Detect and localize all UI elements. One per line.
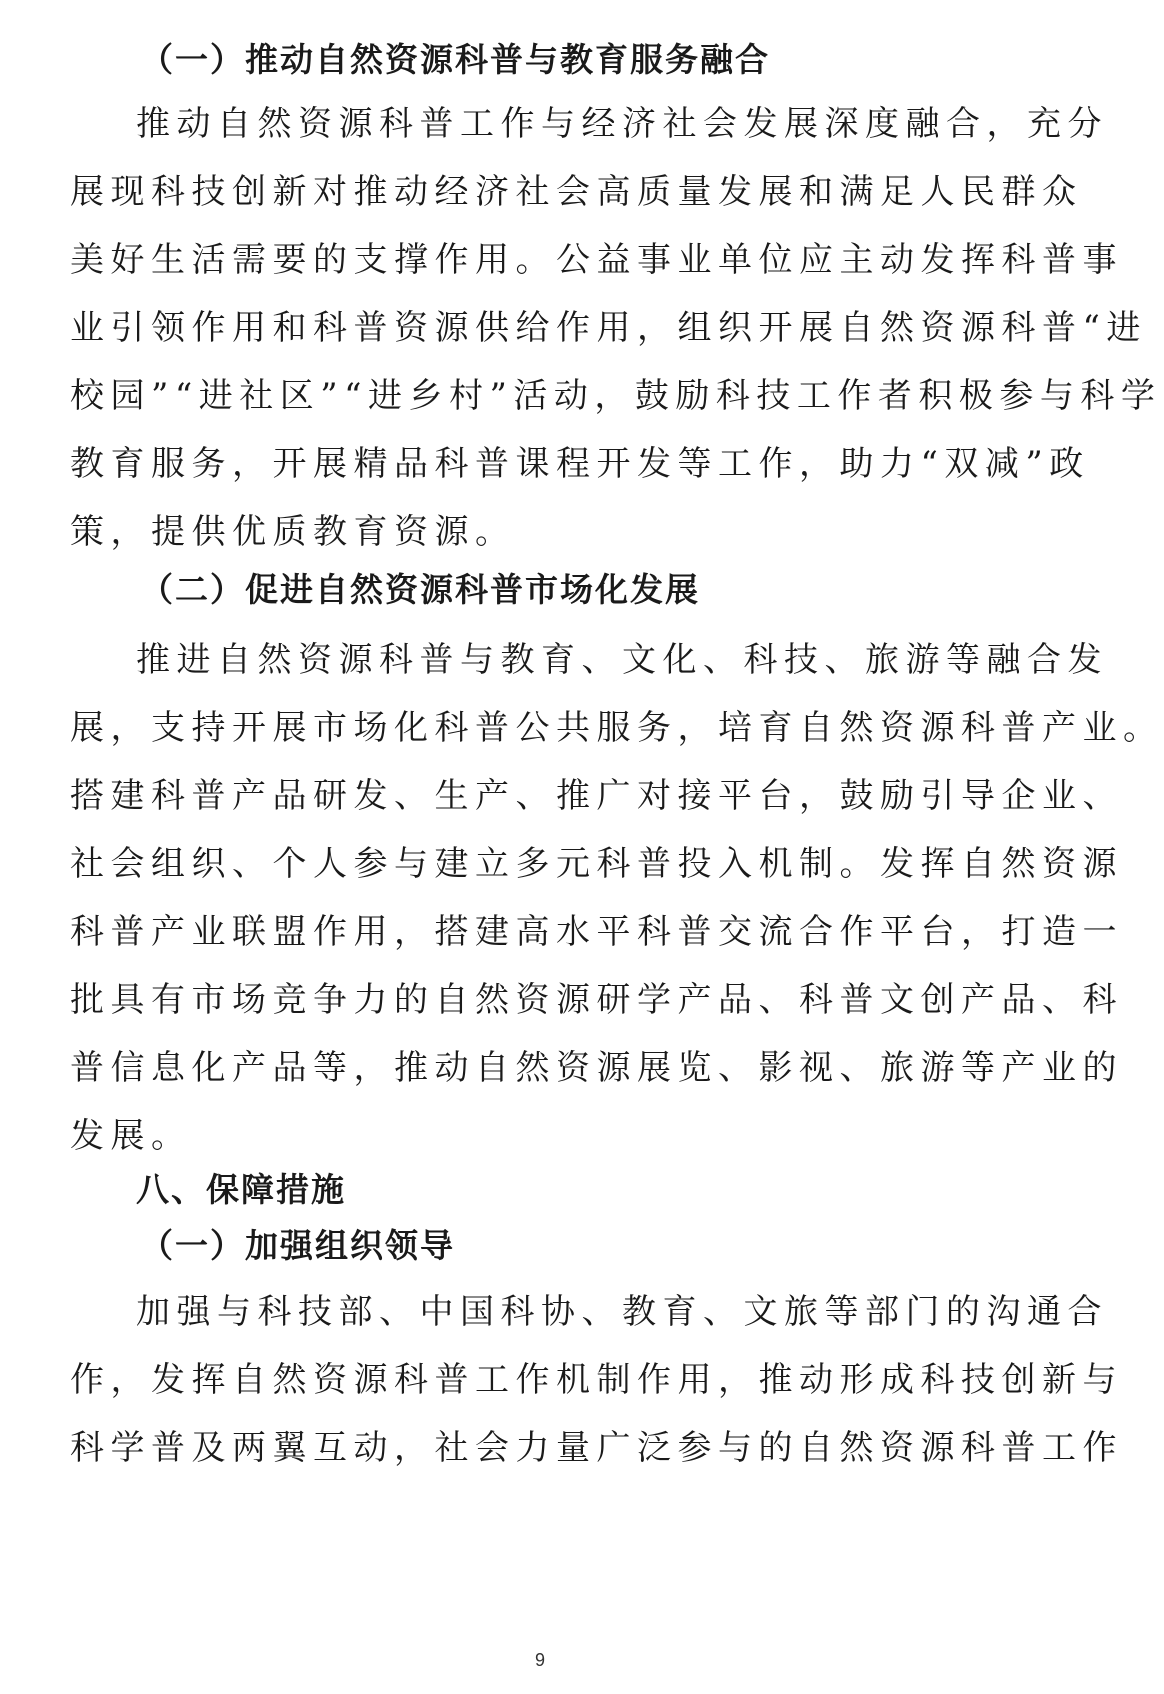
paragraph-line: 业引领作用和科普资源供给作用，组织开展自然资源科普“进 [70,308,1147,348]
paragraph-line: 推动自然资源科普工作与经济社会发展深度融合，充分 [136,104,1108,144]
paragraph-line: 校园”“进社区”“进乡村”活动，鼓励科技工作者积极参与科学 [70,376,1162,416]
chapter-heading: 八、保障措施 [136,1170,346,1209]
paragraph-line: 加强与科技部、中国科协、教育、文旅等部门的沟通合 [136,1292,1108,1332]
paragraph-line: 展，支持开展市场化科普公共服务，培育自然资源科普产业。 [70,708,1164,748]
paragraph-line: 发展。 [70,1116,192,1156]
section-heading-3: （一）加强组织领导 [140,1226,455,1265]
paragraph-line: 策，提供优质教育资源。 [70,512,516,552]
paragraph-line: 作，发挥自然资源科普工作机制作用，推动形成科技创新与 [70,1360,1123,1400]
page-number: 9 [534,1650,545,1670]
paragraph-line: 批具有市场竞争力的自然资源研学产品、科普文创产品、科 [70,980,1123,1020]
paragraph-line: 展现科技创新对推动经济社会高质量发展和满足人民群众 [70,172,1083,212]
paragraph-line: 社会组织、个人参与建立多元科普投入机制。发挥自然资源 [70,844,1123,884]
paragraph-line: 推进自然资源科普与教育、文化、科技、旅游等融合发 [136,640,1108,680]
paragraph-line: 教育服务，开展精品科普课程开发等工作，助力“双减”政 [70,444,1090,484]
section-heading-2: （二）促进自然资源科普市场化发展 [140,570,700,609]
paragraph-line: 科普产业联盟作用，搭建高水平科普交流合作平台，打造一 [70,912,1123,952]
section-heading-1: （一）推动自然资源科普与教育服务融合 [140,40,770,79]
paragraph-line: 美好生活需要的支撑作用。公益事业单位应主动发挥科普事 [70,240,1123,280]
paragraph-line: 科学普及两翼互动，社会力量广泛参与的自然资源科普工作 [70,1428,1123,1468]
paragraph-line: 搭建科普产品研发、生产、推广对接平台，鼓励引导企业、 [70,776,1123,816]
paragraph-line: 普信息化产品等，推动自然资源展览、影视、旅游等产业的 [70,1048,1123,1088]
